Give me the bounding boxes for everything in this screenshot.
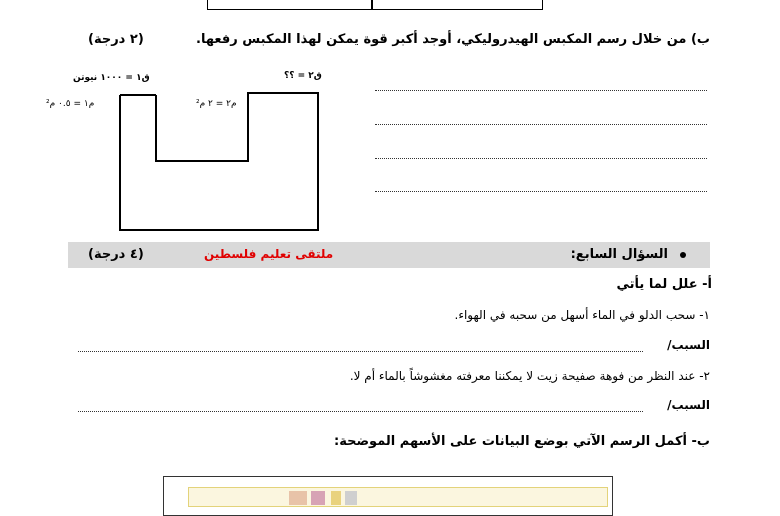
- part-a-title: أ- علل لما يأتي: [616, 277, 712, 292]
- q7-marks: (٤ درجة): [88, 247, 144, 262]
- section-b-marks: (٢ درجة): [88, 32, 144, 47]
- answer-line-2[interactable]: [375, 124, 707, 125]
- item-2-text: ٢- عند النظر من فوهة صفيحة زيت لا يمكننا معرفته مغشوشاً بالماء أم لا.: [349, 369, 710, 383]
- press-outline: [120, 93, 318, 230]
- part-b-title: ب- أكمل الرسم الآتي بوضع البيانات على الأسهم الموضحة:: [334, 434, 710, 449]
- answer-line-4[interactable]: [375, 191, 707, 192]
- figure-image: [188, 487, 608, 507]
- item-1-text: ١- سحب الدلو في الماء أسهل من سحبه في الهواء.: [454, 308, 710, 322]
- hydraulic-press-diagram: [0, 60, 340, 240]
- answer-line-3[interactable]: [375, 158, 707, 159]
- figure-detail: [345, 491, 357, 505]
- answer-line-1[interactable]: [375, 90, 707, 91]
- item-1-reason-line[interactable]: [78, 351, 643, 352]
- top-table-fragment: [207, 0, 543, 10]
- figure-detail: [289, 491, 307, 505]
- bullet-icon: [680, 252, 686, 258]
- section-b-question: ب) من خلال رسم المكبس الهيدروليكي، أوجد أكبر قوة يمكن لهذا المكبس رفعها.: [196, 32, 710, 47]
- q7-title: السؤال السابع:: [570, 247, 668, 262]
- f2-label: ق٢ = ؟؟: [284, 71, 322, 81]
- figure-detail: [331, 491, 341, 505]
- figure-detail: [311, 491, 325, 505]
- q7-watermark: ملتقى تعليم فلسطين: [204, 247, 334, 261]
- table-divider: [371, 0, 373, 10]
- f1-label: ق١ = ١٠٠٠ نيوتن: [73, 73, 150, 83]
- item-2-reason-label: السبب/: [667, 398, 710, 412]
- a2-label: م٢ = ٢ م²: [196, 99, 237, 109]
- item-1-reason-label: السبب/: [667, 338, 710, 352]
- item-2-reason-line[interactable]: [78, 411, 643, 412]
- a1-label: م١ = ٠.٥ م²: [46, 99, 95, 109]
